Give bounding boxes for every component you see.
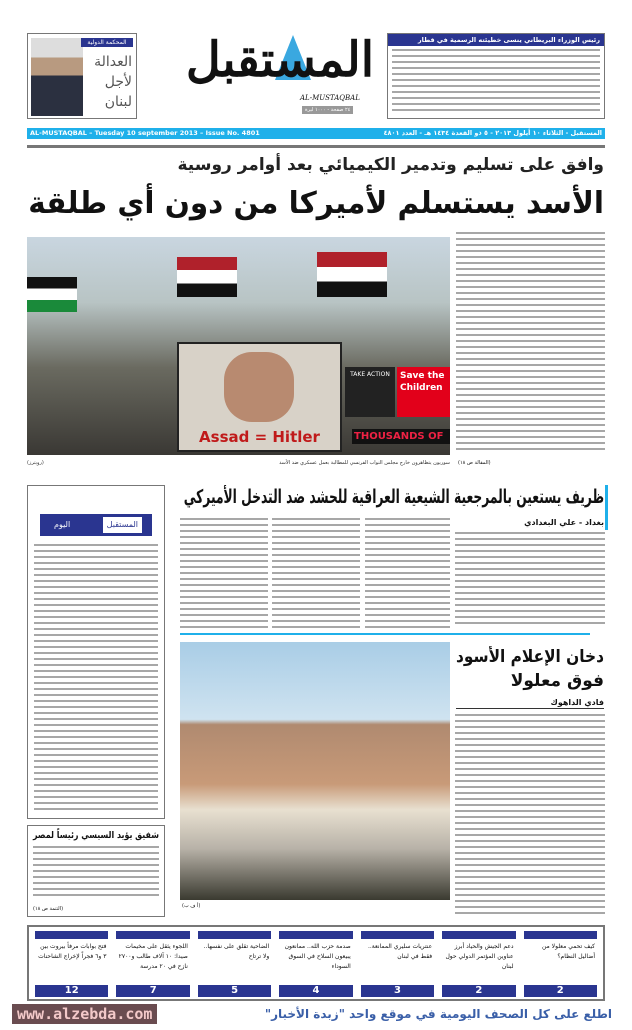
protest-sign [177,342,342,452]
date-en: AL-MUSTAQBAL – Tuesday 10 september 2013 – Issue No. 4801 [30,129,260,137]
index-page: 4 [279,985,352,997]
index-title: عنتريات سليري الممانعة.. فقط في لبنان [367,943,433,960]
index-item[interactable] [361,929,434,997]
date-bar [27,128,605,139]
egypt-headline[interactable]: شفيق يؤيد السيسي رئيساً لمصر [33,830,159,841]
second-headline[interactable]: ظريف يستعين بالمرجعية الشيعية العراقية للحشد ضد التدخل الأميركي [183,486,604,508]
index-title: الضاحية تقلق على نفسها.. ولا ترتاح [203,943,270,960]
index-item[interactable] [198,929,271,997]
price: ٢٤ صفحة - ١٠٠٠ ليرة [302,106,353,114]
column-title: المستقبل [103,517,142,533]
section-marker [605,485,608,530]
index-title: دعم الجيش والحياد أبرز عناوين المؤتمر الدولي حول لبنان [445,943,514,970]
index-item[interactable] [279,929,352,997]
sign-text: TAKE ACTION [345,367,395,417]
third-headline[interactable]: فوق معلولا [510,671,604,691]
index-title: فتح بوابات مرفأ بيروت بين ٣ و٦ فجراً لإخراج الشاحنات [38,943,107,960]
index-title: اللجوء يثقل على مخيمات صيدا: ١٠ آلاف طالب و٢٧٠٠ نازح في ٢٠ مدرسة [118,943,188,970]
third-headline[interactable]: دخان الإعلام الأسود [455,647,604,667]
footer-url[interactable]: www.alzebda.com [12,1004,157,1024]
index-page: 2 [442,985,515,997]
index-page: 7 [116,985,189,997]
photo-credit: (أ ف ب) [182,903,201,909]
maaloula-photo [180,642,450,900]
side-story [387,33,605,119]
index-bar [442,931,515,939]
footer-banner: اطلع على كل الصحف اليومية في موقع واحد "زبدة الأخبار" [264,1007,612,1021]
continued-note: (المقالة ص ١٨) [458,460,491,466]
second-byline: بغداد - علي البغدادي [524,518,604,527]
sign-text: THOUSANDS OF [352,429,450,444]
index-item[interactable] [116,929,189,997]
logo-text: المستقبل [185,32,375,88]
index-bar [361,931,434,939]
divider [27,145,605,148]
sign-text: Assad = Hitler [199,428,320,446]
tribunal-slogan-line: العدالة [94,54,132,70]
index-page: 5 [198,985,271,997]
tribunal-badge: المحكمة الدولية [81,38,133,47]
lead-headline[interactable]: الأسد يستسلم لأميركا من دون أي طلقة [28,186,605,221]
index-title: كيف تحمي معلولا من أضاليل النظام؟ [541,943,595,960]
index-title: صدمة حزب الله.. ممانعون يبيعون السلاح في السوق السوداء [284,943,351,970]
index-page: 12 [35,985,108,997]
date-ar: المستقبل - الثلاثاء ١٠ أيلول ٢٠١٣ - ٥ ذو القعدة ١٤٣٤ هـ - العدد ٤٨٠١ [383,129,602,137]
lead-kicker: وافق على تسليم وتدمير الكيميائي بعد أوامر روسية [177,155,604,175]
photo-credit: (رويترز) [27,460,44,466]
index-bar [35,931,108,939]
index-page: 3 [361,985,434,997]
lead-photo [27,237,450,455]
hariri-portrait [31,38,83,116]
flag [177,257,237,297]
side-story-headline[interactable]: رئيس الوزراء البريطاني ينسى خطيئته الرسمية في قطار [388,34,604,46]
index-item[interactable] [524,929,597,997]
index-bar [116,931,189,939]
blue-divider [180,633,590,635]
logo [180,30,380,125]
egypt-box [27,825,165,917]
tribunal-slogan-line: لبنان [104,94,132,110]
column-banner [40,514,152,536]
lead-body [456,232,605,450]
index-item[interactable] [35,929,108,997]
flag [27,277,77,312]
index-bar [524,931,597,939]
index-bar [198,931,271,939]
lead-caption: سوريون يتظاهرون خارج مجلس النواب الفرنسي للمطالبة بعمل عسكري ضد الأسد [279,460,450,466]
column-box [27,485,165,819]
logo-en: AL-MUSTAQBAL [300,94,360,102]
column-sub: اليوم [54,520,71,529]
index-page: 2 [524,985,597,997]
sign-text: Save the Children [397,367,450,417]
third-byline: فادي الداهوك [456,697,604,709]
continued-note: (التتمة ص ١٨) [33,906,64,912]
tribunal-slogan-line: لأجل [104,74,132,90]
index-bar [279,931,352,939]
index-item[interactable] [442,929,515,997]
index-strip [27,925,605,1001]
flag [317,252,387,297]
tribunal-box [27,33,137,119]
